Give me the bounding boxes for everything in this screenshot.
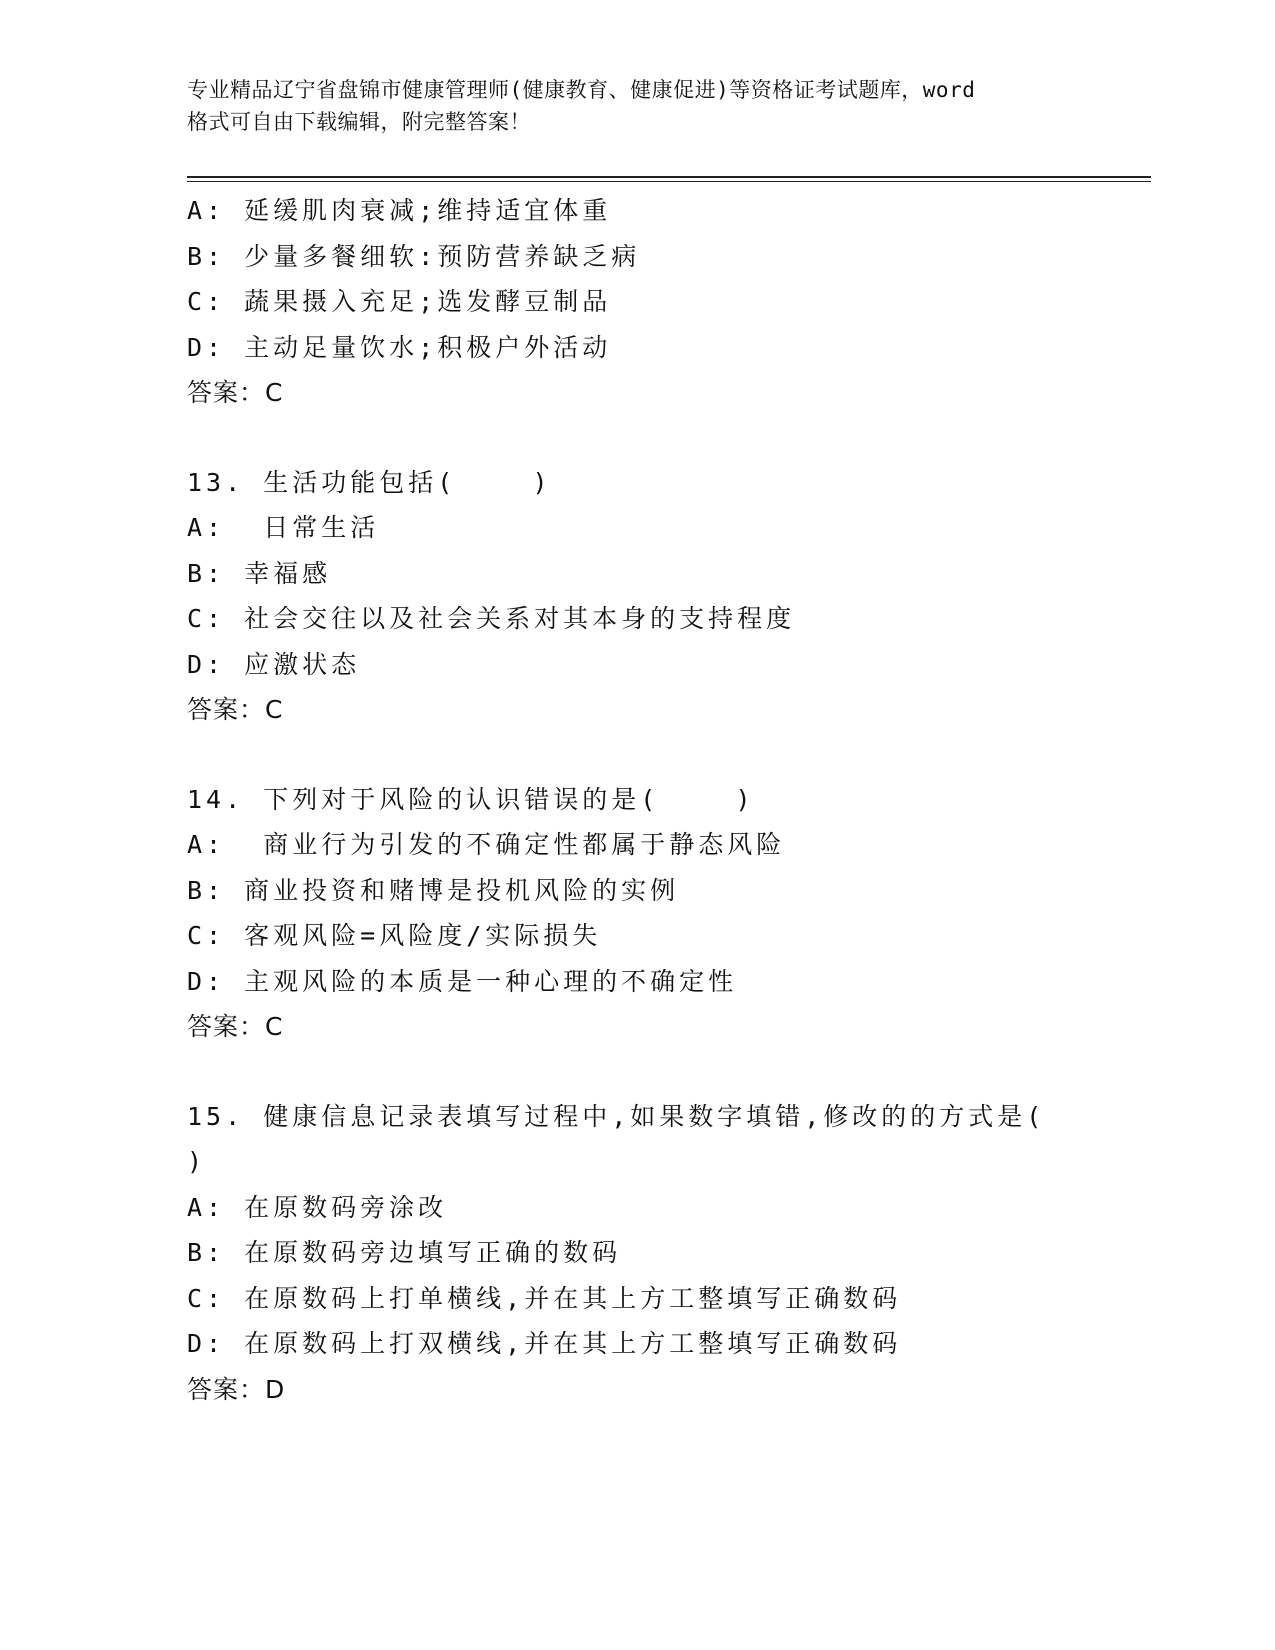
option-d: D: 主动足量饮水;积极户外活动	[187, 332, 612, 362]
spacer	[187, 1050, 1151, 1094]
option-d: D: 应激状态	[187, 649, 361, 679]
option-c: C: 客观风险=风险度/实际损失	[187, 921, 602, 950]
question-list	[187, 188, 1151, 1412]
option-b: B: 少量多餐细软:预防营养缺乏病	[187, 241, 641, 271]
answer: 答案：C	[187, 378, 284, 407]
question-stem: 13. 生活功能包括( )	[187, 467, 552, 497]
spacer	[187, 733, 1151, 777]
question-stem-line-2: )	[187, 1147, 207, 1176]
answer: 答案：D	[187, 1374, 286, 1404]
question-14	[187, 777, 1151, 1050]
question-15	[187, 1094, 1151, 1413]
option-b: B: 幸福感	[187, 558, 332, 588]
question-12	[187, 188, 1151, 416]
question-13	[187, 460, 1151, 733]
spacer	[187, 416, 1151, 460]
option-b: B: 在原数码旁边填写正确的数码	[187, 1238, 622, 1267]
option-a: A: 商业行为引发的不确定性都属于静态风险	[187, 830, 786, 859]
header-divider-thick	[187, 176, 1151, 178]
option-d: D: 在原数码上打双横线,并在其上方工整填写正确数码	[187, 1329, 902, 1358]
answer: 答案：C	[187, 1012, 284, 1041]
option-a: A: 在原数码旁涂改	[187, 1192, 448, 1222]
answer: 答案：C	[187, 695, 284, 724]
question-stem-line-1: 15. 健康信息记录表填写过程中,如果数字填错,修改的的方式是(	[187, 1101, 1046, 1131]
header-divider-thin	[187, 181, 1151, 182]
page-header	[187, 74, 1087, 138]
header-line-1: 专业精品辽宁省盘锦市健康管理师(健康教育、健康促进)等资格证考试题库，word	[187, 78, 976, 102]
option-a: A: 日常生活	[187, 513, 380, 542]
option-a: A: 延缓肌肉衰减;维持适宜体重	[187, 196, 612, 225]
option-c: C: 社会交往以及社会关系对其本身的支持程度	[187, 604, 796, 633]
question-stem: 14. 下列对于风险的认识错误的是( )	[187, 784, 755, 814]
option-c: C: 在原数码上打单横线,并在其上方工整填写正确数码	[187, 1283, 902, 1313]
option-b: B: 商业投资和赌博是投机风险的实例	[187, 875, 680, 905]
option-c: C: 蔬果摄入充足;选发酵豆制品	[187, 287, 612, 316]
option-d: D: 主观风险的本质是一种心理的不确定性	[187, 966, 738, 996]
header-line-2: 格式可自由下载编辑，附完整答案！	[187, 110, 531, 134]
